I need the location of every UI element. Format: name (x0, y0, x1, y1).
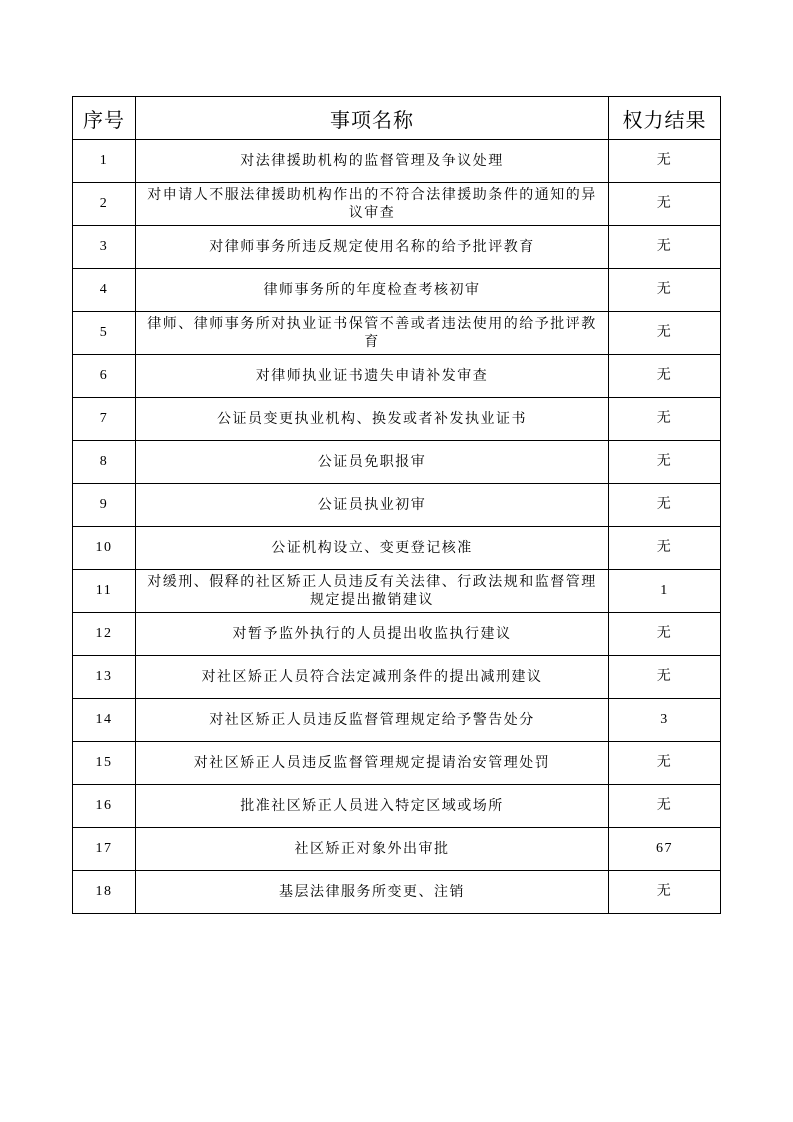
row-serial-number: 1 (73, 140, 136, 183)
row-serial-number: 5 (73, 312, 136, 355)
row-item-name: 对暂予监外执行的人员提出收监执行建议 (136, 613, 609, 656)
row-power-result: 无 (609, 871, 721, 914)
row-power-result: 无 (609, 312, 721, 355)
row-item-name: 对社区矫正人员违反监督管理规定提请治安管理处罚 (136, 742, 609, 785)
table-row (73, 871, 721, 914)
table-row (73, 183, 721, 226)
row-item-name: 律师、律师事务所对执业证书保管不善或者违法使用的给予批评教育 (136, 312, 609, 355)
table-row (73, 527, 721, 570)
header-serial-number: 序号 (73, 97, 136, 140)
row-power-result: 无 (609, 785, 721, 828)
table-row (73, 828, 721, 871)
row-item-name: 公证机构设立、变更登记核准 (136, 527, 609, 570)
table-body (73, 140, 721, 914)
row-item-name: 对律师执业证书遗失申请补发审查 (136, 355, 609, 398)
row-serial-number: 6 (73, 355, 136, 398)
row-power-result: 无 (609, 183, 721, 226)
row-serial-number: 8 (73, 441, 136, 484)
row-item-name: 对律师事务所违反规定使用名称的给予批评教育 (136, 226, 609, 269)
row-serial-number: 2 (73, 183, 136, 226)
row-power-result: 无 (609, 269, 721, 312)
row-item-name: 公证员免职报审 (136, 441, 609, 484)
header-item-name: 事项名称 (136, 97, 609, 140)
row-serial-number: 3 (73, 226, 136, 269)
row-item-name: 对社区矫正人员符合法定减刑条件的提出减刑建议 (136, 656, 609, 699)
row-serial-number: 17 (73, 828, 136, 871)
row-power-result: 无 (609, 355, 721, 398)
row-serial-number: 14 (73, 699, 136, 742)
row-serial-number: 10 (73, 527, 136, 570)
row-power-result: 无 (609, 742, 721, 785)
table-row (73, 140, 721, 183)
row-power-result: 无 (609, 484, 721, 527)
table-row (73, 742, 721, 785)
row-power-result: 无 (609, 398, 721, 441)
row-power-result: 无 (609, 527, 721, 570)
row-item-name: 对申请人不服法律援助机构作出的不符合法律援助条件的通知的异议审查 (136, 183, 609, 226)
row-serial-number: 4 (73, 269, 136, 312)
row-item-name: 对缓刑、假释的社区矫正人员违反有关法律、行政法规和监督管理规定提出撤销建议 (136, 570, 609, 613)
row-power-result: 67 (609, 828, 721, 871)
row-item-name: 律师事务所的年度检查考核初审 (136, 269, 609, 312)
header-power-result: 权力结果 (609, 97, 721, 140)
table-row (73, 785, 721, 828)
row-serial-number: 15 (73, 742, 136, 785)
table-row (73, 441, 721, 484)
power-items-table (72, 96, 721, 914)
row-serial-number: 13 (73, 656, 136, 699)
table-row (73, 484, 721, 527)
table-row (73, 269, 721, 312)
row-power-result: 无 (609, 613, 721, 656)
row-item-name: 对社区矫正人员违反监督管理规定给予警告处分 (136, 699, 609, 742)
row-serial-number: 7 (73, 398, 136, 441)
row-power-result: 无 (609, 226, 721, 269)
table-row (73, 355, 721, 398)
row-power-result: 无 (609, 140, 721, 183)
table-row (73, 312, 721, 355)
table-header (73, 97, 721, 140)
row-item-name: 基层法律服务所变更、注销 (136, 871, 609, 914)
table-row (73, 398, 721, 441)
header-row (73, 97, 721, 140)
row-item-name: 社区矫正对象外出审批 (136, 828, 609, 871)
table-row (73, 226, 721, 269)
row-power-result: 无 (609, 656, 721, 699)
row-item-name: 对法律援助机构的监督管理及争议处理 (136, 140, 609, 183)
table-row (73, 570, 721, 613)
row-power-result: 无 (609, 441, 721, 484)
row-item-name: 公证员变更执业机构、换发或者补发执业证书 (136, 398, 609, 441)
row-power-result: 1 (609, 570, 721, 613)
row-serial-number: 11 (73, 570, 136, 613)
table-row (73, 613, 721, 656)
table-row (73, 699, 721, 742)
row-item-name: 公证员执业初审 (136, 484, 609, 527)
row-item-name: 批准社区矫正人员进入特定区域或场所 (136, 785, 609, 828)
table-row (73, 656, 721, 699)
row-serial-number: 18 (73, 871, 136, 914)
row-serial-number: 12 (73, 613, 136, 656)
row-serial-number: 16 (73, 785, 136, 828)
row-serial-number: 9 (73, 484, 136, 527)
row-power-result: 3 (609, 699, 721, 742)
